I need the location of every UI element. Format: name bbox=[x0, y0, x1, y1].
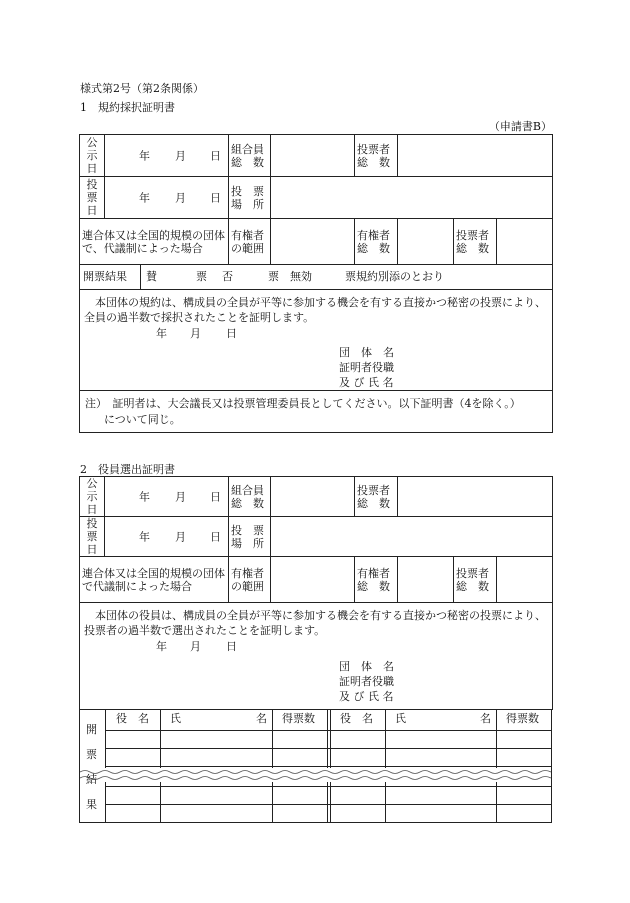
result-for: 賛 bbox=[146, 270, 157, 283]
tally-grid bbox=[79, 709, 552, 823]
vote-result-label: 開票結果 bbox=[83, 270, 127, 283]
voters-total-label: 投票者 総 数 bbox=[355, 135, 398, 177]
vote-date-label-2: 投 票 日 bbox=[80, 517, 105, 557]
vote-place-field-2 bbox=[271, 517, 553, 557]
members-total-label: 組合員 総 数 bbox=[229, 135, 271, 177]
vote-date-field-2: 年 月 日 bbox=[105, 517, 229, 557]
org-name-label-2: 団 体 名 bbox=[339, 660, 394, 673]
col-name-header-b: 名 bbox=[256, 712, 267, 725]
members-total-label-2: 組合員 総 数 bbox=[229, 477, 271, 517]
certification-statement: 本団体の規約は、構成員の全員が平等に参加する機会を有する直接かつ秘密の投票により、全員の過半数で採択されたことを証明します。 年 月 日 団 体 名 証明者役職 及 び 氏 名 bbox=[80, 290, 553, 391]
col-post-header-2: 役 名 bbox=[340, 712, 373, 725]
tally-label-char-4: 果 bbox=[86, 798, 97, 811]
announce-date-label-2: 公 示 日 bbox=[80, 477, 105, 517]
certifier-title-label: 証明者役職 bbox=[339, 361, 394, 374]
vote-date-field: 年 月 日 bbox=[105, 177, 229, 219]
vote-place-label-2: 投 票 場 所 bbox=[229, 517, 271, 557]
voters-total-label-3: 投票者 総 数 bbox=[355, 477, 398, 517]
announce-date-field: 年 月 日 bbox=[105, 135, 229, 177]
voters-total-label-2: 投票者 総 数 bbox=[454, 219, 497, 265]
eligible-total-label: 有権者 総 数 bbox=[355, 219, 398, 265]
officer-election-certificate-table bbox=[79, 476, 553, 710]
announce-date-field-2: 年 月 日 bbox=[105, 477, 229, 517]
eligible-range-label: 有権者 の範囲 bbox=[229, 219, 271, 265]
eligible-total-field bbox=[398, 219, 454, 265]
org-name-label: 団 体 名 bbox=[339, 346, 394, 359]
certifier-name-label: 及 び 氏 名 bbox=[339, 376, 394, 389]
note-box bbox=[80, 391, 553, 433]
tally-label-char-1: 開 bbox=[86, 723, 97, 736]
section2-title: 2 役員選出証明書 bbox=[80, 463, 175, 476]
members-total-field bbox=[271, 135, 355, 177]
rep-system-label-2: 連合体又は全国的規模の団体で代議制によった場合 bbox=[80, 557, 229, 603]
announce-date-label: 公 示 日 bbox=[80, 135, 105, 177]
voters-total-label-4: 投票者 総 数 bbox=[454, 557, 497, 603]
eligible-total-label-2: 有権者 総 数 bbox=[355, 557, 398, 603]
voters-total-field-3 bbox=[398, 477, 553, 517]
tally-label-char-3: 結 bbox=[86, 773, 97, 786]
eligible-total-field-2 bbox=[398, 557, 454, 603]
col-post-header: 役 名 bbox=[116, 712, 149, 725]
vote-date-label: 投 票 日 bbox=[80, 177, 105, 219]
col-name-header-b-2: 名 bbox=[480, 712, 491, 725]
rep-system-label: 連合体又は全国的規模の団体で、代議制によった場合 bbox=[80, 219, 229, 265]
voters-total-field-4 bbox=[497, 557, 553, 603]
section1-title: 1 規約採択証明書 bbox=[80, 101, 175, 114]
certification-statement-2: 本団体の役員は、構成員の全員が平等に参加する機会を有する直接かつ秘密の投票により、投票者の過半数で選出されたことを証明します。 年 月 日 団 体 名 証明者役職 及 び 氏 名 bbox=[80, 603, 553, 710]
voters-total-field bbox=[398, 135, 553, 177]
wavy-break-line bbox=[80, 768, 551, 782]
result-against: 否 bbox=[222, 270, 233, 283]
certifier-title-label-2: 証明者役職 bbox=[339, 675, 394, 688]
certification-text: 本団体の規約は、構成員の全員が平等に参加する機会を有する直接かつ秘密の投票により、全員の過半数で採択されたことを証明します。 bbox=[84, 296, 546, 324]
members-total-field-2 bbox=[271, 477, 355, 517]
note-line-2: について同じ。 bbox=[104, 413, 181, 426]
col-votes-header: 得票数 bbox=[282, 712, 315, 725]
col-votes-header-2: 得票数 bbox=[506, 712, 539, 725]
result-invalid: 無効 bbox=[290, 270, 312, 283]
bylaw-adoption-certificate-table bbox=[79, 134, 553, 433]
vote-result-row: 開票結果 賛 票 否 票 無効 票規約別添のとおり bbox=[80, 265, 553, 290]
voters-total-field-2 bbox=[497, 219, 553, 265]
vote-place-field bbox=[271, 177, 553, 219]
eligible-range-label-2: 有権者 の範囲 bbox=[229, 557, 271, 603]
eligible-range-field bbox=[271, 219, 355, 265]
certifier-name-label-2: 及 び 氏 名 bbox=[339, 690, 394, 703]
document-code: （申請書B） bbox=[488, 120, 552, 133]
col-name-header-a-2: 氏 bbox=[395, 712, 406, 725]
certification-text-2: 本団体の役員は、構成員の全員が平等に参加する機会を有する直接かつ秘密の投票により、投票者の過半数で選出されたことを証明します。 bbox=[84, 609, 546, 637]
tally-label-char-2: 票 bbox=[86, 748, 97, 761]
col-name-header-a: 氏 bbox=[170, 712, 181, 725]
note-line-1: 注） 証明者は、大会議長又は投票管理委員長としてください。以下証明書（4を除く。） bbox=[85, 397, 521, 410]
vote-place-label: 投 票 場 所 bbox=[229, 177, 271, 219]
form-title: 様式第2号（第2条関係） bbox=[80, 82, 204, 95]
eligible-range-field-2 bbox=[271, 557, 355, 603]
